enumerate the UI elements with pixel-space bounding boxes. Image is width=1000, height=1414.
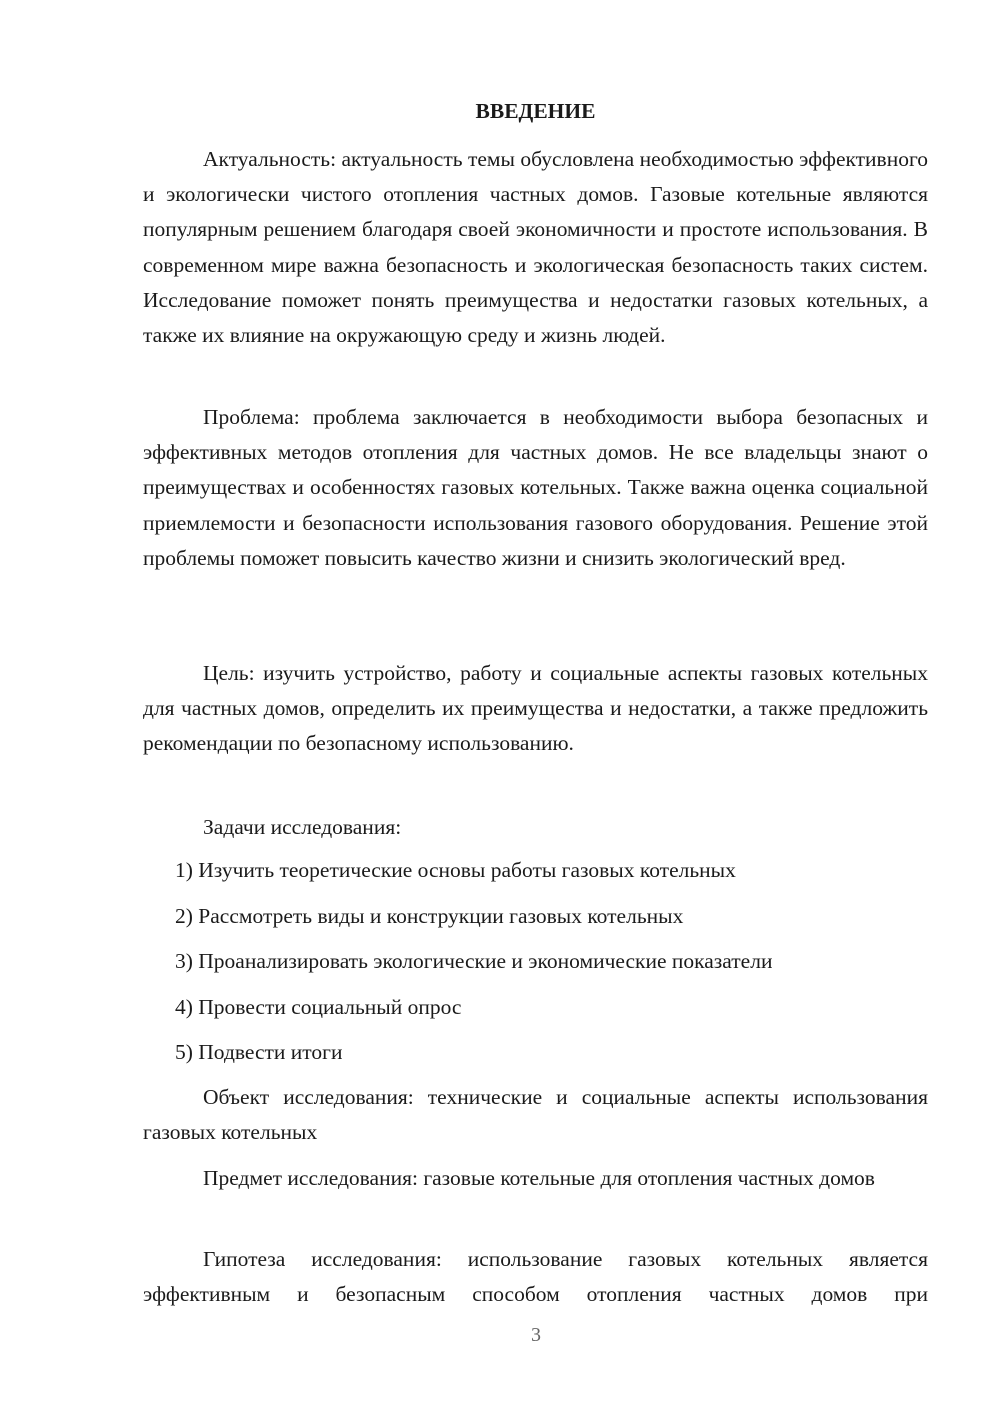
task-item: 5) Подвести итоги [175, 1040, 343, 1064]
task-item: 2) Рассмотреть виды и конструкции газовых котельных [175, 904, 684, 928]
task-item: 1) Изучить теоретические основы работы газовых котельных [175, 858, 736, 882]
problem-paragraph: Проблема: проблема заключается в необходимости выбора безопасных и эффективных методов отопления для частных домов. Не все владельцы знают о преимуществах и особенностях газовых котельных. Также важна оценка социальной приемлемости и безопасности использования газового оборудования. Решение этой проблемы поможет повысить качество жизни и снизить экологический вред. [143, 405, 928, 570]
subject-paragraph: Предмет исследования: газовые котельные для отопления частных домов [203, 1166, 875, 1190]
task-item: 4) Провести социальный опрос [175, 995, 462, 1019]
task-item: 3) Проанализировать экологические и экономические показатели [175, 949, 773, 973]
tasks-heading: Задачи исследования: [203, 815, 402, 839]
page-number: 3 [531, 1324, 541, 1346]
goal-paragraph: Цель: изучить устройство, работу и социальные аспекты газовых котельных для частных домов, определить их преимущества и недостатки, а также предложить рекомендации по безопасному использованию. [143, 661, 928, 756]
object-paragraph: Объект исследования: технические и социальные аспекты использования газовых котельных [143, 1085, 928, 1145]
relevance-paragraph: Актуальность: актуальность темы обусловлена необходимостью эффективного и экологически чистого отопления частных домов. Газовые котельные являются популярным решением благодаря своей экономичности и простоте использования. В современном мире важна безопасность и экологическая безопасность таких систем. Исследование поможет понять преимущества и недостатки газовых котельных, а также их влияние на окружающую среду и жизнь людей. [143, 147, 928, 348]
hypothesis-paragraph: Гипотеза исследования: использование газовых котельных является эффективным и безопасным способом отопления частных домов при [143, 1247, 928, 1307]
section-title: ВВЕДЕНИЕ [475, 99, 596, 123]
